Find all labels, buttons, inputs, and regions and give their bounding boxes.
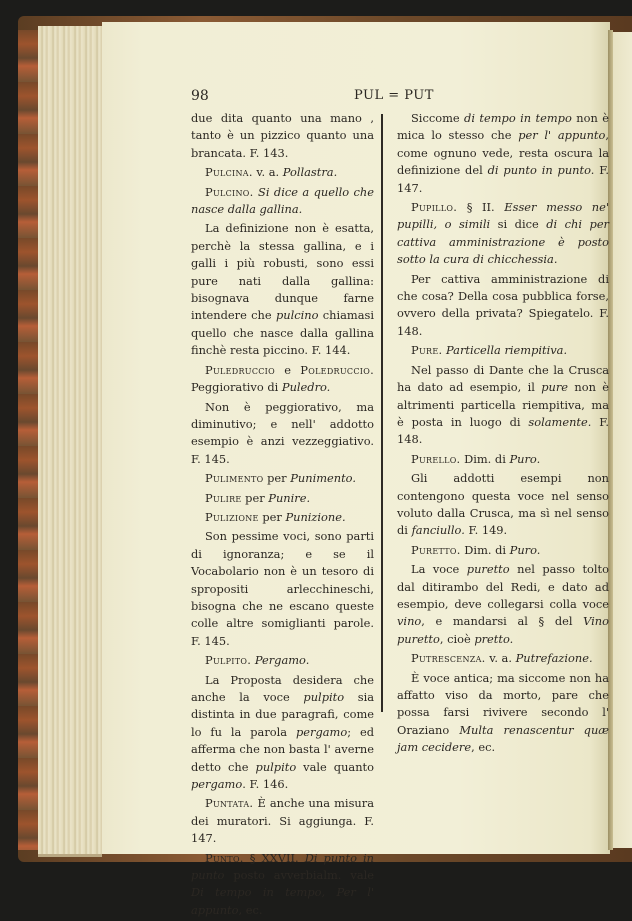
text: , ec. <box>471 740 496 755</box>
text: Siccome <box>411 111 465 125</box>
italic-text: Punire. <box>268 490 311 505</box>
text: Per cattiva amministrazione di che cosa? Della cosa pubblica forse, ovvero della privata? Spiegatelo. F. 148. <box>397 271 609 338</box>
italic-text: Vino puretto <box>397 614 609 646</box>
italic-text: Punimento. <box>290 471 356 486</box>
italic-text: Puro. <box>509 542 541 557</box>
italic-text: Di punto in punto <box>191 850 374 883</box>
text: La voce <box>411 562 467 577</box>
text: si dice <box>490 217 547 232</box>
column-divider <box>381 114 383 712</box>
text: Non è peggiorativo, ma diminutivo; e nell' addotto esempio è anzi vezzeggiativo. F. 145. <box>191 399 374 466</box>
headword: Pulcino. <box>205 184 254 199</box>
running-head <box>191 88 615 108</box>
commentary-paragraph <box>397 470 609 540</box>
italic-text: Punizione. <box>285 509 346 524</box>
italic-text: Si dice a quello che nasce dalla gallina. <box>191 184 375 217</box>
commentary-paragraph <box>397 670 609 757</box>
italic-text: Pergamo. <box>254 653 310 668</box>
italic-text: pergamo <box>295 724 348 739</box>
headword: Poledruccio. <box>300 362 374 377</box>
italic-text: Multa renascentur quæ jam cecidere <box>397 722 610 755</box>
italic-text: pergamo <box>191 777 243 792</box>
text: vale quanto <box>296 759 374 774</box>
commentary-paragraph <box>397 362 609 449</box>
text: ; ed afferma che non basta l' averne detto che <box>191 724 374 774</box>
text: v. a. <box>485 651 516 666</box>
text: due dita quanto una mano , tanto è un pizzico quanto una brancata. F. 143. <box>191 111 374 160</box>
italic-text: Particella riempitiva. <box>446 343 568 358</box>
italic-text: Esser messo ne' pupilli, o simili <box>397 200 609 232</box>
dictionary-entry <box>191 795 374 847</box>
italic-text: Puledro. <box>281 380 331 395</box>
text: chiamasi quello che nasce dalla gallina finchè resta piccino. F. 144. <box>191 308 374 358</box>
dictionary-entry <box>397 342 609 359</box>
dictionary-entry <box>397 650 609 667</box>
continued-text <box>191 110 374 162</box>
headword: Putrescenza. <box>411 651 486 666</box>
italic-text: pulpito <box>303 690 345 704</box>
italic-text: puretto <box>466 562 510 577</box>
commentary-paragraph <box>397 271 609 341</box>
text: § II. <box>457 200 505 215</box>
text: . F. 146. <box>242 777 289 792</box>
dictionary-entry <box>191 164 374 181</box>
text: non è mica lo stesso che <box>397 111 609 143</box>
text: F. 149. <box>464 523 508 538</box>
page-edges <box>38 26 102 857</box>
text: È voce antica; ma siccome non ha affatto viso da morto, pare che possa farsi rivivere secondo l' Oraziano <box>397 670 609 737</box>
text: , cioè <box>439 631 475 646</box>
headword: Punto. <box>205 850 244 865</box>
dictionary-entry <box>191 850 374 920</box>
text: Dim. di <box>460 542 510 557</box>
dictionary-entry <box>191 652 374 669</box>
text: sia distinta in due paragrafi, come lo fu la parola <box>191 690 375 739</box>
text: È anche una misura dei muratori. Si aggiunga. F. 147. <box>191 796 374 846</box>
text: Gli addotti esempi non contengono questa voce nel senso voluto dalla Crusca, ma sì nel senso di <box>397 471 609 538</box>
italic-text: di chi per cattiva amministrazione è posto sotto la cura di chicchessia. <box>397 217 610 267</box>
italic-text: per l' appunto <box>518 128 606 143</box>
italic-text: vino <box>397 614 422 629</box>
running-title: PUL = PUT <box>354 88 434 103</box>
text: per <box>263 471 291 486</box>
text: , ec. <box>238 902 263 917</box>
text: La Proposta desidera che anche la voce <box>191 672 374 704</box>
commentary-paragraph <box>191 399 374 469</box>
commentary-paragraph <box>191 220 374 359</box>
italic-text: solamente. <box>528 414 592 429</box>
commentary-paragraph <box>397 110 609 197</box>
text: , come ognuno vede, resta oscura la definizione del <box>397 128 609 178</box>
italic-text: Puro. <box>509 451 541 466</box>
dictionary-entry <box>397 451 609 468</box>
text: nel passo tolto dal ditirambo del Redi, e dato ad esempio, deve collegarsi colla voce <box>397 562 609 611</box>
italic-text: di tempo in tempo <box>464 111 572 125</box>
italic-text: di punto in punto. <box>487 163 595 178</box>
headword: Pulcina. <box>205 165 253 180</box>
italic-text: Pollastra. <box>282 165 338 180</box>
dictionary-entry <box>397 542 609 559</box>
commentary-paragraph <box>191 528 374 650</box>
headword: Pupillo. <box>411 200 458 215</box>
text: Peggiorativo di <box>191 380 282 395</box>
headword: Puledruccio <box>205 362 275 377</box>
dictionary-entry <box>191 470 374 487</box>
page-number: 98 <box>191 88 209 104</box>
headword: Pure. <box>411 343 443 358</box>
text: Nel passo di Dante che la Crusca ha dato ad esempio, il <box>397 362 609 395</box>
text: Dim. di <box>460 451 510 466</box>
italic-text: pulpito <box>255 759 297 774</box>
headword: Puntata. <box>205 796 254 811</box>
headword: Pulire <box>205 490 242 505</box>
text: per <box>241 490 269 505</box>
text: posto avverbialm. vale <box>224 868 374 883</box>
text: Son pessime voci, sono parti di ignoranza; e se il Vocabolario non è un tesoro di spropositi arlecchineschi, bisogna che ne escano queste colle altre somiglianti parole. F. 145. <box>191 529 374 648</box>
dictionary-entry <box>191 362 374 397</box>
commentary-paragraph <box>191 672 374 794</box>
italic-text: pulcino <box>275 308 319 323</box>
dictionary-entry <box>191 509 374 526</box>
headword: Pulizione <box>205 509 259 524</box>
italic-text: fanciullo. <box>411 523 465 538</box>
italic-text: Putrefazione. <box>515 651 593 666</box>
italic-text: pure <box>541 380 569 395</box>
facing-page-edge <box>613 32 632 848</box>
text: v. a. <box>252 165 283 180</box>
text: F. 147. <box>397 163 610 195</box>
dictionary-entry <box>191 184 374 219</box>
headword: Pulpito. <box>205 653 252 668</box>
dictionary-entry <box>397 199 609 269</box>
left-column <box>191 110 374 921</box>
italic-text: pretto. <box>474 631 514 646</box>
headword: Purello. <box>411 451 461 466</box>
text: per <box>258 509 286 524</box>
text: e <box>275 362 301 377</box>
text: § XXVII. <box>243 850 305 865</box>
dictionary-entry <box>191 490 374 507</box>
text: La definizione non è esatta, perchè la stessa gallina, e i galli i più robusti, sono essi pure nati dalla gallina: bisognava dunque farne intendere che <box>191 221 374 323</box>
commentary-paragraph <box>397 561 609 648</box>
right-column <box>397 110 609 759</box>
headword: Pulimento <box>205 471 264 486</box>
headword: Puretto. <box>411 542 461 557</box>
page-text-area <box>191 88 615 917</box>
text: F. 148. <box>397 414 610 447</box>
text: , e mandarsi al § del <box>421 614 584 629</box>
text: non è altrimenti particella riempitiva, ma è posta in luogo di <box>397 380 609 429</box>
italic-text: Di tempo in tempo, Per l' appunto <box>191 885 374 917</box>
